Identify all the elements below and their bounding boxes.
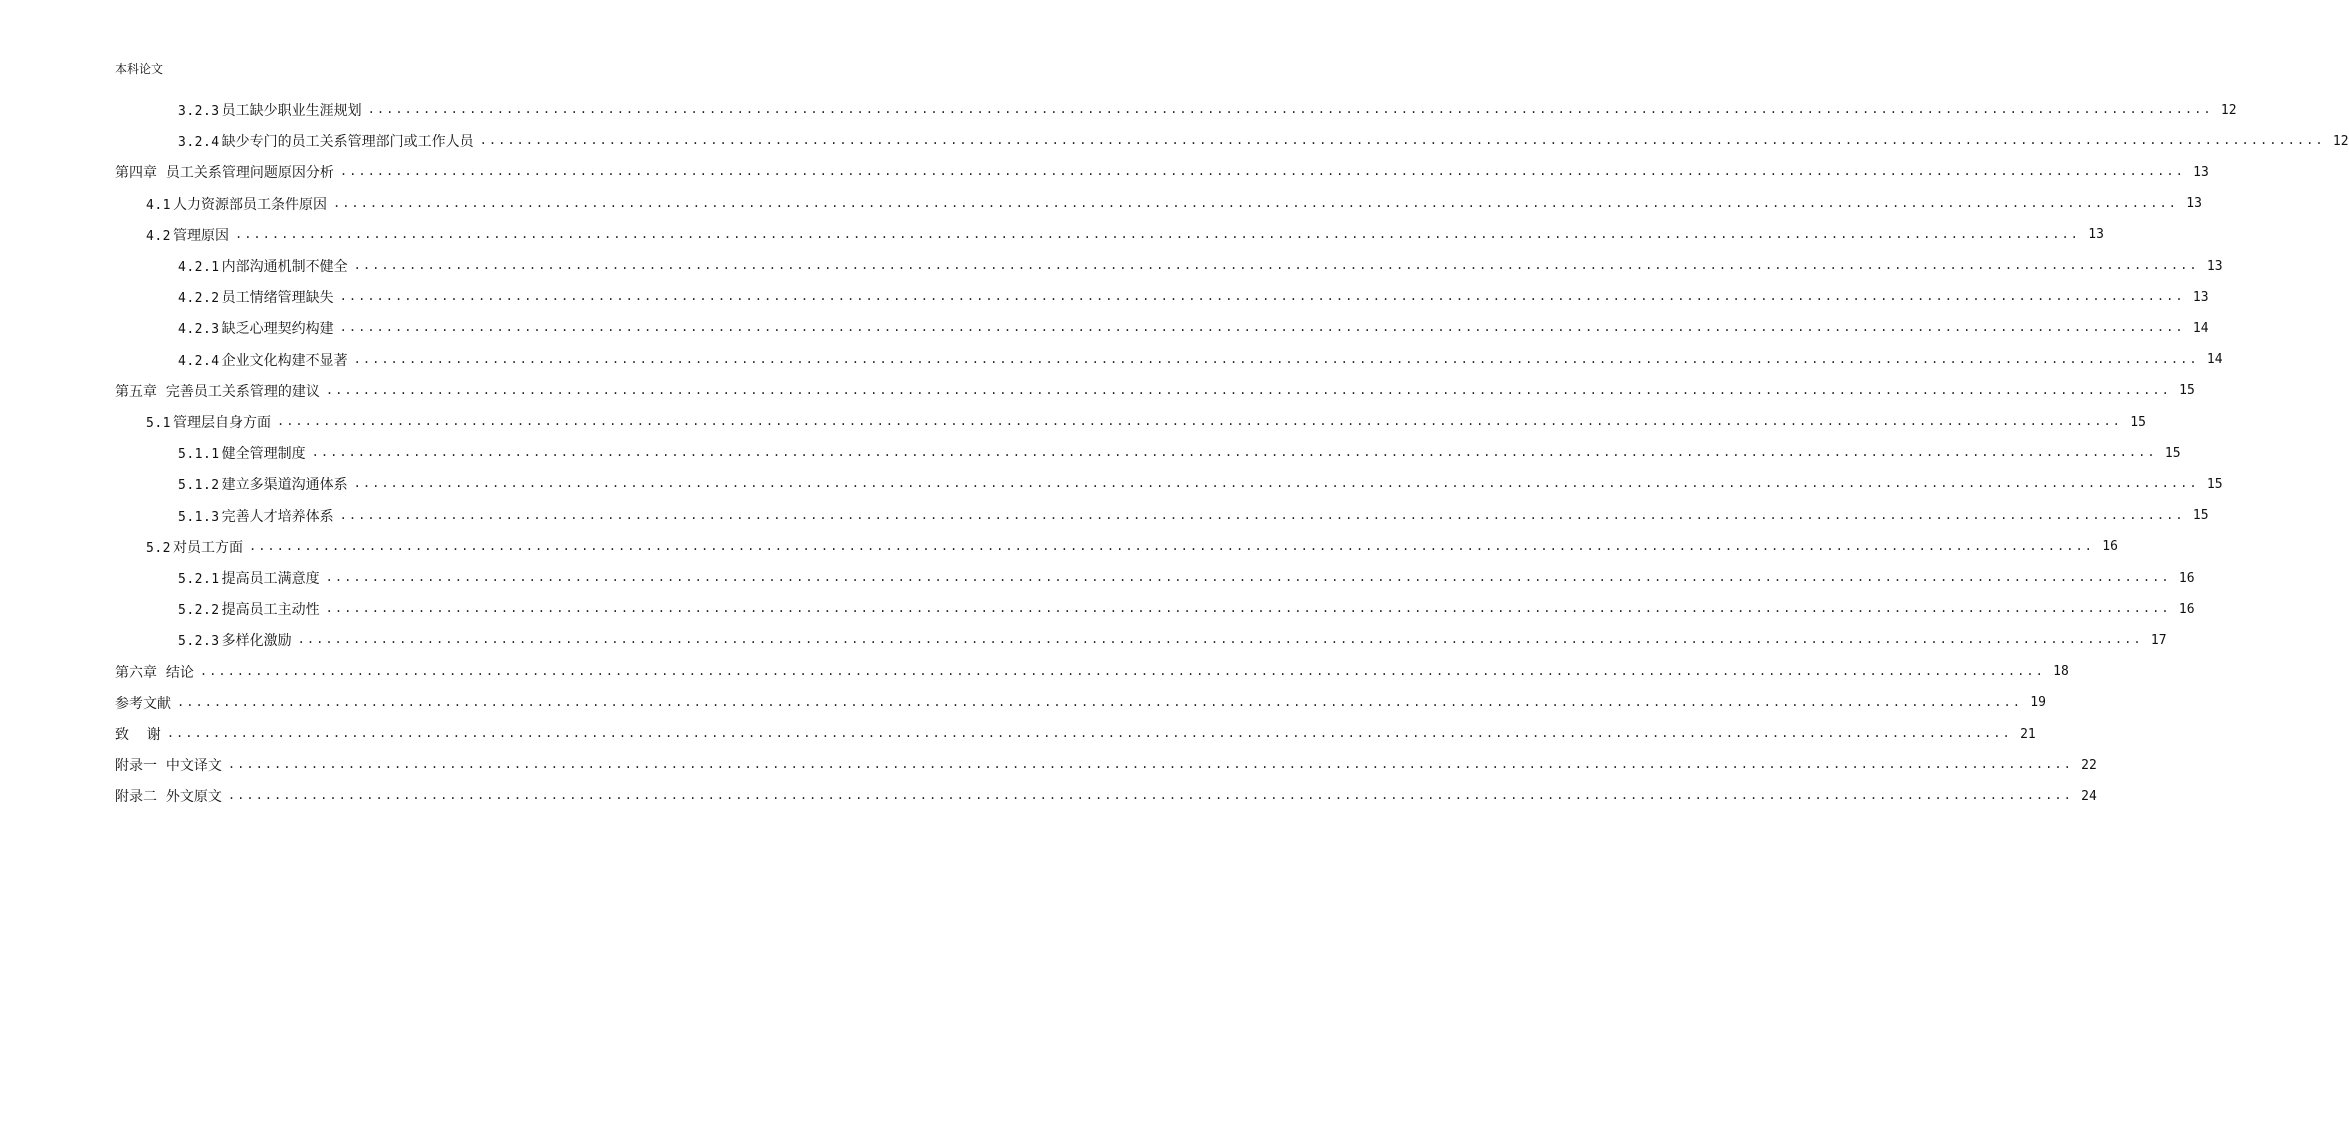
toc-section-title: 建立多渠道沟通体系 bbox=[221, 477, 348, 494]
toc-page-number: 13 bbox=[2193, 164, 2209, 180]
toc-entry-label bbox=[115, 162, 334, 182]
toc-entry-label bbox=[146, 537, 243, 557]
toc-page-number: 15 bbox=[2130, 414, 2146, 430]
toc-entry[interactable] bbox=[178, 252, 2223, 280]
toc-section-number: 4.2.1 bbox=[178, 260, 220, 275]
toc-section-title: 多样化激励 bbox=[221, 633, 292, 650]
toc-entry[interactable] bbox=[115, 658, 2069, 686]
toc-entry[interactable] bbox=[178, 96, 2237, 124]
toc-section-number: 4.1 bbox=[146, 197, 171, 213]
toc-dot-leader: ........................................................................................................................................................................................................ bbox=[339, 164, 2185, 179]
toc-section-number: 3.2.4 bbox=[178, 135, 220, 151]
toc-section-number: 4.2.2 bbox=[178, 291, 220, 307]
toc-entry-label bbox=[178, 287, 334, 307]
toc-section-title: 附录二 外文原文 bbox=[115, 789, 222, 806]
toc-entry[interactable] bbox=[146, 221, 2104, 249]
toc-entry-label bbox=[178, 350, 348, 370]
toc-entry[interactable] bbox=[115, 751, 2097, 779]
toc-section-title: 内部沟通机制不健全 bbox=[221, 259, 348, 275]
toc-entry-label bbox=[178, 599, 320, 619]
toc-section-title: 企业文化构建不显著 bbox=[221, 352, 348, 369]
toc-entry-label bbox=[178, 131, 474, 151]
toc-entry[interactable] bbox=[146, 408, 2146, 436]
toc-page-number: 13 bbox=[2186, 196, 2202, 212]
toc-page-number: 24 bbox=[2081, 788, 2097, 804]
toc-page-number: 15 bbox=[2192, 508, 2209, 524]
toc-dot-leader: ........................................................................................................................................................................................................ bbox=[227, 757, 2073, 772]
toc-entry[interactable] bbox=[178, 439, 2181, 467]
toc-entry-label bbox=[178, 100, 362, 120]
toc-dot-leader: ........................................................................................................................................................................................................ bbox=[353, 258, 2199, 272]
toc-entry-label bbox=[115, 381, 320, 401]
toc-section-number: 5.1.1 bbox=[178, 447, 220, 463]
toc-dot-leader: ........................................................................................................................................................................................................ bbox=[353, 476, 2199, 491]
toc-section-title: 对员工方面 bbox=[172, 539, 243, 556]
toc-section-title: 参考文献 bbox=[115, 695, 171, 712]
toc-page-number: 13 bbox=[2206, 258, 2223, 274]
toc-section-number: 5.1 bbox=[146, 416, 171, 431]
toc-dot-leader: ........................................................................................................................................................................................................ bbox=[353, 351, 2199, 366]
toc-page-number: 17 bbox=[2150, 632, 2167, 648]
toc-dot-leader: ........................................................................................................................................................................................................ bbox=[311, 445, 2157, 460]
toc-page-number: 21 bbox=[2020, 726, 2036, 742]
toc-section-number: 5.1.2 bbox=[178, 478, 220, 494]
toc-entry[interactable] bbox=[178, 346, 2223, 374]
toc-page-number: 13 bbox=[2192, 289, 2209, 305]
toc-page-number: 15 bbox=[2179, 383, 2195, 399]
toc-dot-leader: ........................................................................................................................................................................................................ bbox=[234, 226, 2080, 241]
toc-entry-label bbox=[115, 755, 222, 775]
toc-entry-label bbox=[178, 256, 348, 276]
toc-section-title: 提高员工主动性 bbox=[221, 602, 320, 619]
toc-section-title: 员工缺少职业生涯规划 bbox=[221, 103, 362, 119]
toc-section-number: 5.1.3 bbox=[178, 509, 220, 525]
toc-dot-leader: ........................................................................................................................................................................................................ bbox=[367, 102, 2213, 116]
toc-entry-label bbox=[178, 318, 334, 338]
toc-entry-label bbox=[178, 506, 334, 526]
toc-dot-leader: ........................................................................................................................................................................................................ bbox=[332, 195, 2178, 210]
toc-dot-leader: ........................................................................................................................................................................................................ bbox=[325, 570, 2171, 584]
toc-section-title: 人力资源部员工条件原因 bbox=[172, 196, 327, 213]
toc-entry[interactable] bbox=[178, 626, 2167, 654]
toc-dot-leader: ........................................................................................................................................................................................................ bbox=[199, 663, 2045, 678]
toc-dot-leader: ........................................................................................................................................................................................................ bbox=[248, 538, 2094, 553]
toc-page-number: 18 bbox=[2053, 664, 2069, 680]
toc-entry-label bbox=[115, 786, 222, 806]
toc-page-number: 16 bbox=[2102, 539, 2118, 555]
toc-section-number: 4.2 bbox=[146, 228, 171, 244]
toc-dot-leader: ........................................................................................................................................................................................................ bbox=[325, 382, 2171, 397]
toc-entry[interactable] bbox=[178, 502, 2209, 530]
toc-page-number: 12 bbox=[2332, 133, 2349, 149]
toc-entry[interactable] bbox=[115, 689, 2046, 717]
toc-page-number: 16 bbox=[2178, 570, 2195, 586]
toc-page-number: 19 bbox=[2030, 695, 2046, 711]
toc-dot-leader: ........................................................................................................................................................................................................ bbox=[339, 289, 2185, 304]
toc-entry-label bbox=[115, 662, 194, 682]
toc-entry[interactable] bbox=[178, 314, 2209, 342]
toc-section-number: 5.2 bbox=[146, 540, 171, 556]
toc-entry-label bbox=[146, 194, 327, 214]
toc-page-number: 22 bbox=[2081, 757, 2097, 773]
toc-page-number: 15 bbox=[2206, 476, 2223, 492]
toc-section-number: 3.2.3 bbox=[178, 104, 220, 119]
toc-entry-label bbox=[115, 724, 161, 744]
toc-entry[interactable] bbox=[146, 190, 2202, 218]
toc-entry-label bbox=[178, 443, 306, 463]
toc-entry[interactable] bbox=[178, 470, 2223, 498]
toc-section-number: 5.2.3 bbox=[178, 634, 220, 650]
toc-entry[interactable] bbox=[115, 720, 2036, 748]
toc-section-title: 员工情绪管理缺失 bbox=[221, 290, 334, 307]
toc-section-title: 提高员工满意度 bbox=[221, 571, 320, 587]
toc-dot-leader: ........................................................................................................................................................................................................ bbox=[177, 694, 2022, 709]
toc-entry[interactable] bbox=[146, 533, 2118, 561]
toc-page-number: 12 bbox=[2220, 102, 2237, 118]
toc-entry-label bbox=[115, 693, 171, 713]
toc-entry-label bbox=[146, 412, 271, 432]
toc-entry-label bbox=[178, 568, 320, 588]
toc-page-number: 16 bbox=[2178, 601, 2195, 617]
toc-entry[interactable] bbox=[115, 782, 2097, 810]
toc-dot-leader: ........................................................................................................................................................................................................ bbox=[339, 320, 2185, 335]
toc-section-title: 致 谢 bbox=[115, 727, 161, 743]
page-header: 本科论文 bbox=[115, 62, 164, 76]
toc-section-title: 附录一 中文译文 bbox=[115, 758, 222, 775]
toc-entry[interactable] bbox=[178, 283, 2209, 311]
toc-section-title: 健全管理制度 bbox=[221, 446, 306, 463]
toc-section-title: 管理层自身方面 bbox=[172, 415, 271, 431]
toc-entry[interactable] bbox=[178, 595, 2195, 623]
toc-dot-leader: ........................................................................................................................................................................................................ bbox=[339, 507, 2185, 522]
toc-section-title: 缺少专门的员工关系管理部门或工作人员 bbox=[221, 134, 474, 151]
toc-dot-leader: ........................................................................................................................................................................................................ bbox=[227, 788, 2073, 803]
toc-entry[interactable] bbox=[115, 158, 2209, 186]
toc-page-number: 15 bbox=[2164, 445, 2181, 461]
toc-section-number: 4.2.3 bbox=[178, 322, 220, 338]
toc-entry-label bbox=[146, 225, 229, 245]
toc-entry-label bbox=[178, 630, 292, 650]
toc-section-title: 第六章 结论 bbox=[115, 664, 194, 681]
toc-entry-label bbox=[178, 474, 348, 494]
toc-dot-leader: ........................................................................................................................................................................................................ bbox=[325, 601, 2171, 616]
toc-dot-leader: ........................................................................................................................................................................................................ bbox=[479, 133, 2325, 148]
toc-section-title: 第四章 员工关系管理问题原因分析 bbox=[115, 165, 334, 182]
toc-section-number: 5.2.2 bbox=[178, 603, 220, 619]
toc-section-title: 缺乏心理契约构建 bbox=[221, 321, 334, 338]
toc-section-title: 管理原因 bbox=[172, 227, 229, 244]
toc-dot-leader: ........................................................................................................................................................................................................ bbox=[297, 632, 2143, 647]
toc-page-number: 13 bbox=[2088, 227, 2104, 243]
toc-section-title: 完善人才培养体系 bbox=[221, 508, 334, 525]
toc-page-number: 14 bbox=[2206, 352, 2223, 368]
toc-section-number: 4.2.4 bbox=[178, 353, 220, 369]
toc-dot-leader: ........................................................................................................................................................................................................ bbox=[276, 414, 2122, 428]
toc-entry[interactable] bbox=[178, 127, 2349, 155]
toc-section-title: 第五章 完善员工关系管理的建议 bbox=[115, 383, 320, 400]
toc-section-number: 5.2.1 bbox=[178, 572, 220, 587]
toc-entry[interactable] bbox=[115, 377, 2195, 405]
toc-entry[interactable] bbox=[178, 564, 2195, 592]
toc-page-number: 14 bbox=[2192, 320, 2209, 336]
toc-dot-leader: ........................................................................................................................................................................................................ bbox=[166, 726, 2012, 740]
